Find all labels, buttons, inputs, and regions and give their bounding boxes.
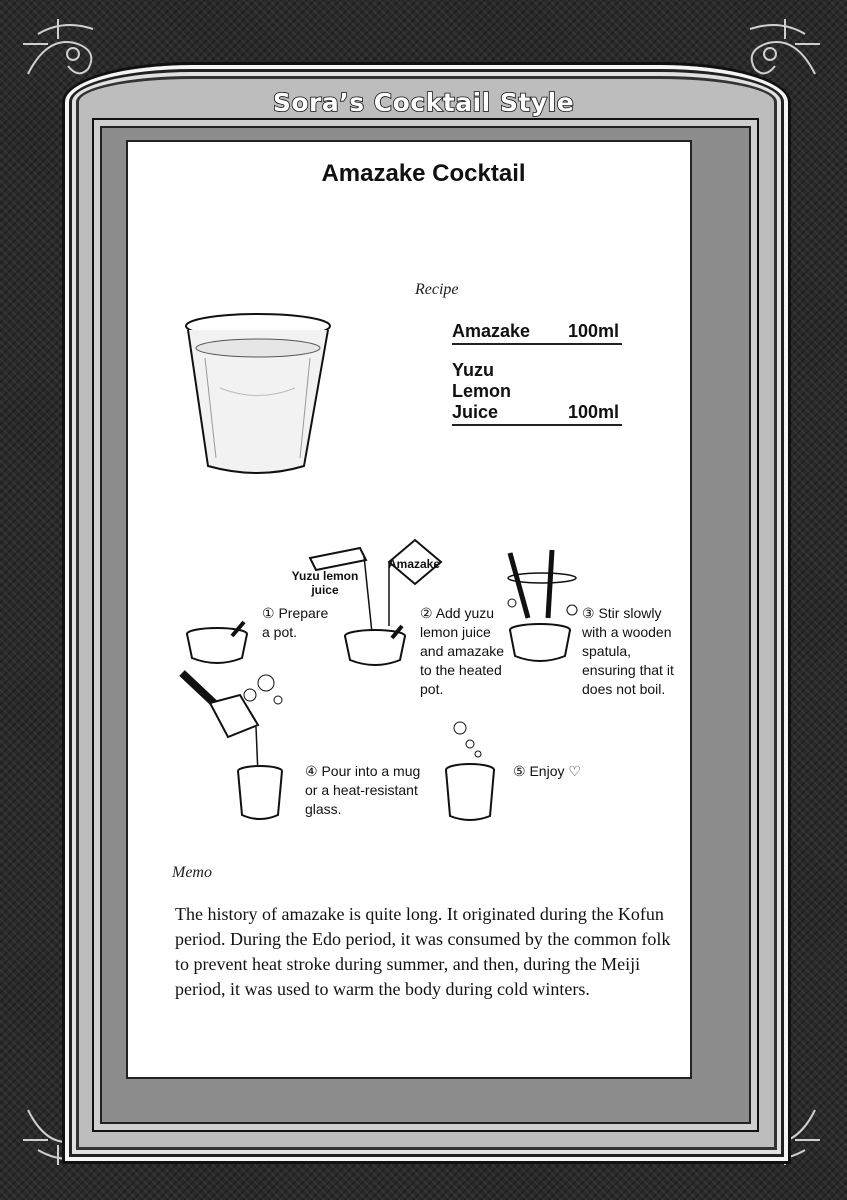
ingredient-amount: 100ml — [568, 321, 620, 341]
step-line: Stir slowly — [598, 605, 662, 621]
step-number: ② — [420, 605, 433, 621]
step-line: spatula, — [582, 643, 632, 659]
step-3-text — [582, 604, 674, 699]
step-line: or a heat-resistant — [305, 782, 418, 798]
step-line: and amazake — [420, 643, 505, 659]
memo-heading: Memo — [172, 864, 212, 881]
step-number: ① — [262, 605, 275, 621]
ingredient-underline — [452, 343, 622, 345]
yuzu-label — [285, 569, 365, 597]
step-line: ensuring that it — [582, 662, 674, 678]
step-line: glass. — [305, 801, 342, 817]
yuzu-label-line: Yuzu lemon — [291, 569, 359, 583]
step-line: pot. — [420, 681, 444, 697]
pot-icon — [340, 624, 410, 672]
yuzu-label-line: juice — [311, 583, 339, 597]
step-4-text — [305, 762, 420, 819]
recipe-heading: Recipe — [415, 281, 459, 298]
spatula-icon — [500, 548, 585, 673]
step-line: to the heated — [420, 662, 502, 678]
ingredient-amount: 100ml — [568, 402, 620, 422]
ingredient-underline — [452, 424, 622, 426]
step-number: ⑤ — [513, 763, 526, 779]
ingredient-name-line: Juice — [452, 402, 499, 422]
step-line: does not boil. — [582, 681, 666, 697]
memo-text: The history of amazake is quite long. It originated during the Kofun period. During the Edo period, it was consumed by the common folk to prevent heat stroke during summer, and then, during the Meiji period, it was used to warm the body during cold winters. — [175, 904, 671, 999]
step-number: ③ — [582, 605, 595, 621]
step-2-text — [420, 604, 504, 699]
step-line: Enjoy ♡ — [529, 763, 581, 779]
step-line: Pour into a mug — [321, 763, 421, 779]
saucepan-icon — [180, 665, 290, 825]
ingredient-name: Amazake — [452, 321, 531, 341]
cocktail-title: Amazake Cocktail — [321, 160, 526, 187]
step-number: ④ — [305, 763, 318, 779]
header-title: Sora’s Cocktail Style — [272, 88, 575, 117]
step-line: Add yuzu — [435, 605, 495, 621]
step-line: with a wooden — [582, 624, 672, 640]
step-line: a pot. — [262, 624, 298, 640]
step-line: Prepare — [278, 605, 329, 621]
pot-icon — [182, 620, 252, 670]
mug-icon — [440, 718, 500, 826]
step-line: lemon juice — [420, 624, 491, 640]
ingredient-name-line: Yuzu — [452, 360, 495, 380]
ingredient-name-line: Lemon — [452, 381, 512, 401]
amazake-label: Amazake — [387, 557, 441, 571]
step-5-text — [513, 762, 581, 781]
glass-icon — [180, 308, 340, 478]
